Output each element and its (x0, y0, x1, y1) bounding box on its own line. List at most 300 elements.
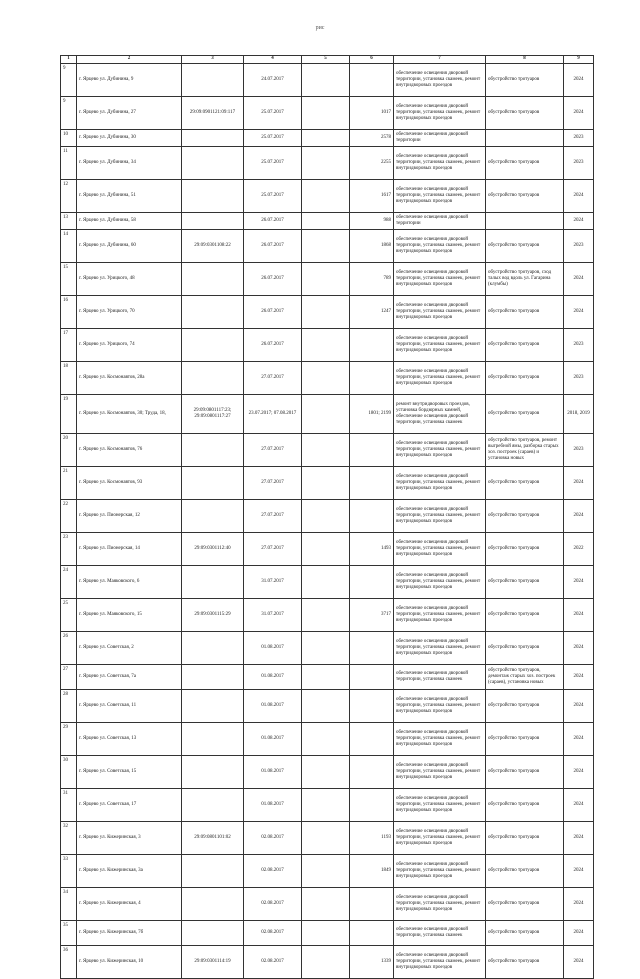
cell-no: 29 (61, 723, 77, 756)
cell-extra: обустройство тротуаров (486, 296, 564, 329)
cell-area: 789 (350, 263, 394, 296)
cell-area (350, 566, 394, 599)
cell-cad (182, 855, 244, 888)
cell-no: 25 (61, 599, 77, 632)
cell-year: 2024 (564, 822, 594, 855)
cell-c5 (302, 599, 350, 632)
cell-cad (182, 329, 244, 362)
cell-c5 (302, 395, 350, 434)
cell-c5 (302, 723, 350, 756)
cell-year: 2024 (564, 296, 594, 329)
table-row (61, 723, 594, 756)
cell-c5 (302, 855, 350, 888)
column-header: 1 (61, 56, 77, 64)
cell-address: г. Ярцево ул. Кижеринская, 3 (77, 822, 182, 855)
cell-date: 02.08.2017 (244, 855, 302, 888)
cell-date: 23.07.2017; 07.08.2017 (244, 395, 302, 434)
cell-no: 26 (61, 632, 77, 665)
cell-address: г. Ярцево ул. Маяковского, 6 (77, 566, 182, 599)
cell-address: г. Ярцево ул. Дубинина, 9 (77, 64, 182, 97)
cell-date: 25.07.2017 (244, 180, 302, 213)
cell-date: 24.07.2017 (244, 64, 302, 97)
cell-year: 2024 (564, 888, 594, 921)
cell-works: обеспечение освещения дворовой территории, установка скамеек, ремонт внутридворовых проездов (394, 64, 486, 97)
cell-c5 (302, 921, 350, 946)
cell-year: 2023 (564, 434, 594, 467)
table-header (61, 56, 594, 64)
cell-c5 (302, 130, 350, 147)
cell-date: 27.07.2017 (244, 533, 302, 566)
table-row (61, 756, 594, 789)
cell-works: обеспечение освещения дворовой территории, установка скамеек, ремонт внутридворовых проездов (394, 296, 486, 329)
cell-cad (182, 723, 244, 756)
cell-year: 2024 (564, 599, 594, 632)
cell-cad (182, 434, 244, 467)
cell-works: обеспечение освещения дворовой территории, установка скамеек (394, 665, 486, 690)
table-row (61, 566, 594, 599)
cell-address: г. Ярцево ул. Кижеринская, 7б (77, 921, 182, 946)
cell-extra: обустройство тротуаров (486, 888, 564, 921)
cell-cad (182, 296, 244, 329)
cell-c5 (302, 822, 350, 855)
column-header: 2 (77, 56, 182, 64)
cell-year: 2023 (564, 130, 594, 147)
cell-cad (182, 665, 244, 690)
cell-address: г. Ярцево ул. Кижеринская, 4 (77, 888, 182, 921)
cell-works: обеспечение освещения дворовой территории, установка скамеек, ремонт внутридворовых проездов (394, 362, 486, 395)
cell-address: г. Ярцево ул. Дубинина, 30 (77, 130, 182, 147)
table-row (61, 130, 594, 147)
cell-date: 01.08.2017 (244, 789, 302, 822)
cell-address: г. Ярцево ул. Дубинина, 58 (77, 213, 182, 230)
cell-address: г. Ярцево ул. Пионерская, 12 (77, 500, 182, 533)
cell-no: 35 (61, 921, 77, 946)
cell-area (350, 789, 394, 822)
cell-date: 27.07.2017 (244, 467, 302, 500)
cell-area: 1017 (350, 97, 394, 130)
cell-cad (182, 180, 244, 213)
cell-no: 24 (61, 566, 77, 599)
cell-cad: 29:09:0301114:19 (182, 946, 244, 979)
table-row (61, 434, 594, 467)
cell-no: 23 (61, 533, 77, 566)
cell-extra: обустройство тротуаров (486, 921, 564, 946)
cell-works: обеспечение освещения дворовой территории, установка скамеек, ремонт внутридворовых проездов (394, 599, 486, 632)
cell-no: 32 (61, 822, 77, 855)
cell-area (350, 467, 394, 500)
cell-date: 26.07.2017 (244, 263, 302, 296)
cell-extra: обустройство тротуаров (486, 533, 564, 566)
table-row (61, 946, 594, 979)
column-header: 6 (350, 56, 394, 64)
cell-cad: 29:09:0801101:02 (182, 822, 244, 855)
cell-year: 2024 (564, 180, 594, 213)
table-row (61, 230, 594, 263)
table-row (61, 263, 594, 296)
cell-no: 33 (61, 855, 77, 888)
cell-address: г. Ярцево ул. Космонавтов, 93 (77, 467, 182, 500)
cell-c5 (302, 296, 350, 329)
table-row (61, 921, 594, 946)
cell-extra (486, 130, 564, 147)
cell-date: 02.08.2017 (244, 946, 302, 979)
cell-date: 25.07.2017 (244, 147, 302, 180)
cell-extra: обустройство тротуаров (486, 822, 564, 855)
cell-no: 28 (61, 690, 77, 723)
cell-extra: обустройство тротуаров (486, 690, 564, 723)
cell-year: 2024 (564, 632, 594, 665)
cell-c5 (302, 180, 350, 213)
column-header: 9 (564, 56, 594, 64)
cell-area (350, 888, 394, 921)
cell-works: обеспечение освещения дворовой территории, установка скамеек, ремонт внутридворовых проездов (394, 723, 486, 756)
cell-cad (182, 64, 244, 97)
cell-year: 2024 (564, 97, 594, 130)
cell-cad (182, 213, 244, 230)
header-row (61, 56, 594, 64)
cell-extra: обустройство тротуаров (486, 566, 564, 599)
cell-extra (486, 213, 564, 230)
cell-cad: 29:09:0301108:22 (182, 230, 244, 263)
cell-extra: обустройство тротуаров (486, 97, 564, 130)
cell-c5 (302, 665, 350, 690)
cell-no: 10 (61, 130, 77, 147)
cell-area: 2578 (350, 130, 394, 147)
cell-date: 25.07.2017 (244, 130, 302, 147)
cell-address: г. Ярцево ул. Кижеринская, 3а (77, 855, 182, 888)
cell-works: обеспечение освещения дворовой территории, установка скамеек, ремонт внутридворовых проездов (394, 180, 486, 213)
cell-cad: 29:09:0801117:23; 29:09:0801117:27 (182, 395, 244, 434)
cell-extra: обустройство тротуаров (486, 147, 564, 180)
cell-date: 31.07.2017 (244, 566, 302, 599)
cell-area (350, 921, 394, 946)
cell-address: г. Ярцево ул. Урицкого, 74 (77, 329, 182, 362)
registry-table (60, 55, 594, 979)
cell-year: 2023 (564, 362, 594, 395)
cell-c5 (302, 946, 350, 979)
cell-extra: обустройство тротуаров (486, 756, 564, 789)
cell-date: 25.07.2017 (244, 97, 302, 130)
cell-no: 36 (61, 946, 77, 979)
cell-c5 (302, 467, 350, 500)
cell-cad (182, 362, 244, 395)
cell-year: 2024 (564, 213, 594, 230)
cell-cad: 29:09:0901121:09:117 (182, 97, 244, 130)
cell-c5 (302, 64, 350, 97)
cell-address: г. Ярцево ул. Советская, 2 (77, 632, 182, 665)
cell-no: 18 (61, 362, 77, 395)
cell-c5 (302, 888, 350, 921)
cell-works: обеспечение освещения дворовой территории, установка скамеек, ремонт внутридворовых проездов (394, 434, 486, 467)
cell-no: 11 (61, 147, 77, 180)
cell-date: 26.07.2017 (244, 329, 302, 362)
cell-c5 (302, 329, 350, 362)
cell-cad (182, 566, 244, 599)
cell-area (350, 434, 394, 467)
cell-year: 2024 (564, 64, 594, 97)
cell-extra: обустройство тротуаров (486, 500, 564, 533)
cell-area: 2255 (350, 147, 394, 180)
cell-cad (182, 690, 244, 723)
table-row (61, 64, 594, 97)
cell-year: 2024 (564, 756, 594, 789)
cell-area (350, 329, 394, 362)
cell-c5 (302, 789, 350, 822)
cell-no: 21 (61, 467, 77, 500)
cell-no: 30 (61, 756, 77, 789)
cell-address: г. Ярцево ул. Советская, 13 (77, 723, 182, 756)
cell-address: г. Ярцево ул. Пионерская, 14 (77, 533, 182, 566)
table-row (61, 97, 594, 130)
cell-area (350, 665, 394, 690)
page-number: рис (315, 25, 325, 31)
cell-year: 2023 (564, 147, 594, 180)
cell-date: 26.07.2017 (244, 230, 302, 263)
cell-works: обеспечение освещения дворовой территории, установка скамеек, ремонт внутридворовых проездов (394, 97, 486, 130)
cell-date: 02.08.2017 (244, 888, 302, 921)
table-row (61, 147, 594, 180)
table-row (61, 888, 594, 921)
cell-no: 27 (61, 665, 77, 690)
cell-year: 2024 (564, 855, 594, 888)
cell-c5 (302, 147, 350, 180)
cell-date: 27.07.2017 (244, 362, 302, 395)
cell-year: 2024 (564, 789, 594, 822)
table-row (61, 395, 594, 434)
cell-date: 27.07.2017 (244, 434, 302, 467)
cell-area: 1193 (350, 822, 394, 855)
cell-address: г. Ярцево ул. Советская, 7а (77, 665, 182, 690)
cell-year: 2024 (564, 467, 594, 500)
cell-works: обеспечение освещения дворовой территории (394, 213, 486, 230)
cell-cad (182, 147, 244, 180)
cell-works: обеспечение освещения дворовой территории, установка скамеек, ремонт внутридворовых проездов (394, 263, 486, 296)
cell-area: 1801; 2199 (350, 395, 394, 434)
cell-cad (182, 467, 244, 500)
table-row (61, 362, 594, 395)
cell-extra: обустройство тротуаров (486, 632, 564, 665)
cell-no: 16 (61, 296, 77, 329)
cell-area: 1868 (350, 230, 394, 263)
cell-cad (182, 130, 244, 147)
cell-date: 02.08.2017 (244, 921, 302, 946)
cell-works: ремонт внутридворовых проездов, установка бордюрных камней, обеспечение освещения дворовой территории, установка скамеек (394, 395, 486, 434)
cell-cad (182, 632, 244, 665)
cell-works: обеспечение освещения дворовой территории, установка скамеек, ремонт внутридворовых проездов (394, 500, 486, 533)
cell-area: 3717 (350, 599, 394, 632)
cell-no: 14 (61, 230, 77, 263)
cell-year: 2018, 2019 (564, 395, 594, 434)
cell-no: 19 (61, 395, 77, 434)
cell-extra: обустройство тротуаров (486, 395, 564, 434)
cell-works: обеспечение освещения дворовой территории, установка скамеек, ремонт внутридворовых проездов (394, 147, 486, 180)
cell-year: 2024 (564, 566, 594, 599)
cell-c5 (302, 97, 350, 130)
cell-c5 (302, 434, 350, 467)
table-row (61, 180, 594, 213)
cell-date: 01.08.2017 (244, 690, 302, 723)
cell-area (350, 362, 394, 395)
cell-area (350, 500, 394, 533)
cell-address: г. Ярцево ул. Урицкого, 70 (77, 296, 182, 329)
cell-year: 2024 (564, 690, 594, 723)
cell-extra: обустройство тротуаров (486, 599, 564, 632)
table-row (61, 822, 594, 855)
cell-cad: 29:09:0301115:29 (182, 599, 244, 632)
cell-address: г. Ярцево ул. Дубинина, 51 (77, 180, 182, 213)
cell-date: 01.08.2017 (244, 632, 302, 665)
cell-works: обеспечение освещения дворовой территории, установка скамеек, ремонт внутридворовых проездов (394, 329, 486, 362)
cell-no: 9 (61, 97, 77, 130)
table-row (61, 690, 594, 723)
cell-works: обеспечение освещения дворовой территории, установка скамеек, ремонт внутридворовых проездов (394, 888, 486, 921)
cell-address: г. Ярцево ул. Советская, 17 (77, 789, 182, 822)
cell-extra: обустройство тротуаров (486, 329, 564, 362)
cell-extra: обустройство тротуаров (486, 855, 564, 888)
cell-address: г. Ярцево ул. Маяковского, 15 (77, 599, 182, 632)
cell-extra: обустройство тротуаров, демонтаж старых хоз. построек (сараев), установка новых (486, 665, 564, 690)
cell-area: 988 (350, 213, 394, 230)
column-header: 4 (244, 56, 302, 64)
cell-cad (182, 500, 244, 533)
cell-extra: обустройство тротуаров (486, 467, 564, 500)
cell-works: обеспечение освещения дворовой территории, установка скамеек, ремонт внутридворовых проездов (394, 632, 486, 665)
cell-extra: обустройство тротуаров, сход талых вод вдоль ул. Гагарина (клумбы) (486, 263, 564, 296)
cell-address: г. Ярцево ул. Космонавтов, 76 (77, 434, 182, 467)
cell-extra: обустройство тротуаров, ремонт выгребной ямы, разборка старых хоз. построек (сараев) и установка новых (486, 434, 564, 467)
cell-year: 2024 (564, 665, 594, 690)
cell-cad (182, 756, 244, 789)
cell-c5 (302, 362, 350, 395)
cell-c5 (302, 533, 350, 566)
cell-works: обеспечение освещения дворовой территории, установка скамеек, ремонт внутридворовых проездов (394, 690, 486, 723)
cell-cad (182, 263, 244, 296)
cell-area (350, 690, 394, 723)
cell-cad (182, 789, 244, 822)
cell-extra: обустройство тротуаров (486, 946, 564, 979)
cell-extra: обустройство тротуаров (486, 230, 564, 263)
cell-works: обеспечение освещения дворовой территории, установка скамеек, ремонт внутридворовых проездов (394, 822, 486, 855)
cell-date: 02.08.2017 (244, 822, 302, 855)
column-header: 5 (302, 56, 350, 64)
cell-no: 20 (61, 434, 77, 467)
cell-extra: обустройство тротуаров (486, 64, 564, 97)
cell-works: обеспечение освещения дворовой территории, установка скамеек, ремонт внутридворовых проездов (394, 533, 486, 566)
cell-area: 1849 (350, 855, 394, 888)
cell-area: 1493 (350, 533, 394, 566)
cell-date: 01.08.2017 (244, 665, 302, 690)
cell-area (350, 64, 394, 97)
cell-area (350, 723, 394, 756)
cell-address: г. Ярцево ул. Советская, 15 (77, 756, 182, 789)
cell-c5 (302, 566, 350, 599)
cell-no: 17 (61, 329, 77, 362)
column-header: 7 (394, 56, 486, 64)
cell-address: г. Ярцево ул. Дубинина, 60 (77, 230, 182, 263)
table-row (61, 213, 594, 230)
cell-date: 01.08.2017 (244, 723, 302, 756)
cell-c5 (302, 500, 350, 533)
cell-cad (182, 921, 244, 946)
table-row (61, 329, 594, 362)
table-row (61, 789, 594, 822)
cell-date: 27.07.2017 (244, 500, 302, 533)
cell-year: 2024 (564, 263, 594, 296)
column-header: 8 (486, 56, 564, 64)
cell-works: обеспечение освещения дворовой территории, установка скамеек, ремонт внутридворовых проездов (394, 946, 486, 979)
cell-area: 1339 (350, 946, 394, 979)
cell-address: г. Ярцево ул. Космонавтов, 30; Труда, 18, (77, 395, 182, 434)
cell-area: 1247 (350, 296, 394, 329)
cell-year: 2022 (564, 533, 594, 566)
cell-c5 (302, 632, 350, 665)
cell-no: 13 (61, 213, 77, 230)
cell-no: 15 (61, 263, 77, 296)
table-row (61, 467, 594, 500)
table-body (61, 64, 594, 979)
cell-c5 (302, 230, 350, 263)
cell-year: 2024 (564, 946, 594, 979)
cell-date: 26.07.2017 (244, 296, 302, 329)
cell-c5 (302, 690, 350, 723)
cell-extra: обустройство тротуаров (486, 789, 564, 822)
cell-no: 12 (61, 180, 77, 213)
cell-works: обеспечение освещения дворовой территории, установка скамеек, ремонт внутридворовых проездов (394, 467, 486, 500)
cell-area (350, 632, 394, 665)
cell-address: г. Ярцево ул. Советская, 11 (77, 690, 182, 723)
cell-year: 2023 (564, 230, 594, 263)
table-row (61, 855, 594, 888)
cell-works: обеспечение освещения дворовой территории, установка скамеек, ремонт внутридворовых проездов (394, 566, 486, 599)
cell-address: г. Ярцево ул. Кижеринская, 10 (77, 946, 182, 979)
cell-year: 2024 (564, 500, 594, 533)
cell-address: г. Ярцево ул. Дубинина, 34 (77, 147, 182, 180)
cell-address: г. Ярцево ул. Дубинина, 27 (77, 97, 182, 130)
cell-no: 34 (61, 888, 77, 921)
cell-date: 01.08.2017 (244, 756, 302, 789)
cell-works: обеспечение освещения дворовой территории, установка скамеек, ремонт внутридворовых проездов (394, 756, 486, 789)
column-header: 3 (182, 56, 244, 64)
cell-no: 22 (61, 500, 77, 533)
cell-year: 2023 (564, 329, 594, 362)
cell-year: 2024 (564, 921, 594, 946)
cell-extra: обустройство тротуаров (486, 362, 564, 395)
cell-extra: обустройство тротуаров (486, 180, 564, 213)
cell-works: обеспечение освещения дворовой территории, установка скамеек, ремонт внутридворовых проездов (394, 855, 486, 888)
cell-c5 (302, 263, 350, 296)
cell-works: обеспечение освещения дворовой территории, установка скамеек, ремонт внутридворовых проездов (394, 230, 486, 263)
cell-year: 2024 (564, 723, 594, 756)
table-row (61, 533, 594, 566)
cell-date: 26.07.2017 (244, 213, 302, 230)
cell-date: 31.07.2017 (244, 599, 302, 632)
cell-extra: обустройство тротуаров (486, 723, 564, 756)
cell-address: г. Ярцево ул. Космонавтов, 28а (77, 362, 182, 395)
table-row (61, 665, 594, 690)
cell-c5 (302, 756, 350, 789)
cell-c5 (302, 213, 350, 230)
cell-no: 9 (61, 64, 77, 97)
cell-address: г. Ярцево ул. Урицкого, 48 (77, 263, 182, 296)
cell-works: обеспечение освещения дворовой территории (394, 130, 486, 147)
cell-works: обеспечение освещения дворовой территории, установка скамеек, ремонт внутридворовых проездов (394, 789, 486, 822)
table-row (61, 632, 594, 665)
cell-cad: 29:09:0301112:40 (182, 533, 244, 566)
cell-works: обеспечение освещения дворовой территории, установка скамеек (394, 921, 486, 946)
table-row (61, 296, 594, 329)
cell-cad (182, 888, 244, 921)
table-row (61, 599, 594, 632)
